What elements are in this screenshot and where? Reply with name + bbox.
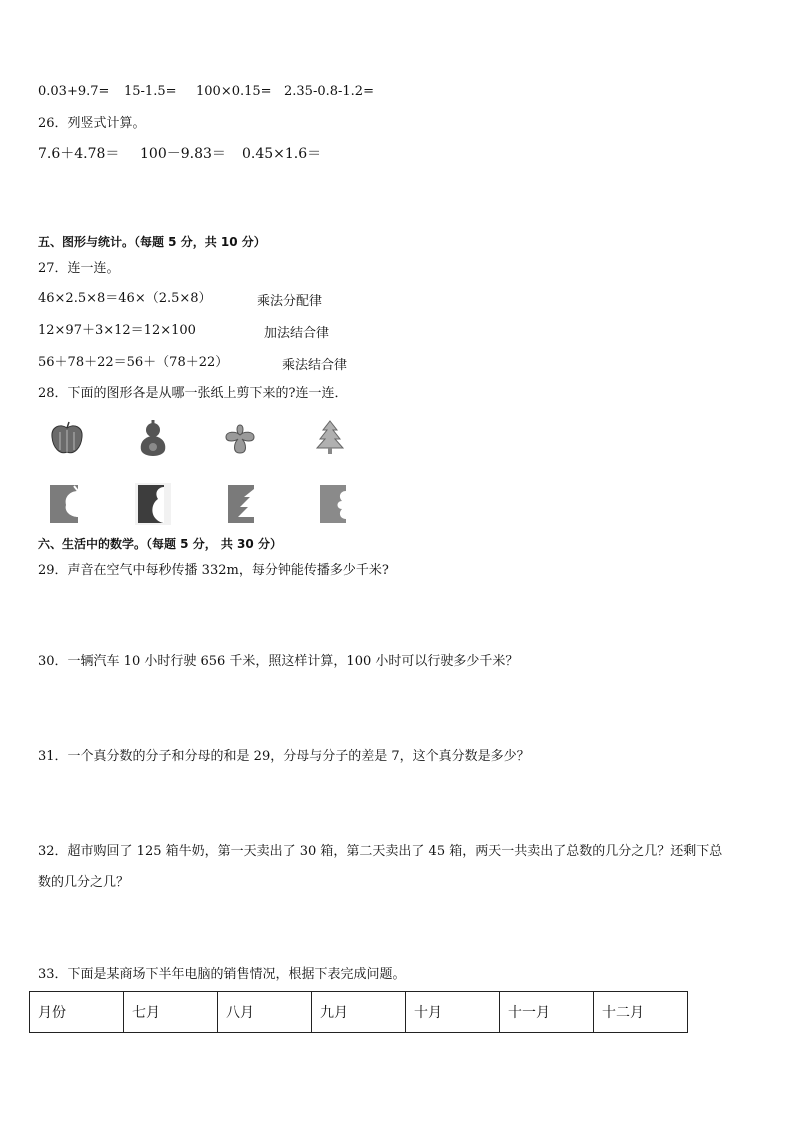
section-6-title: 六、生活中的数学。（每题 5 分， 共 30 分） bbox=[38, 537, 282, 551]
q27-left-2: 12×97＋3×12＝12×100 bbox=[38, 323, 196, 338]
half-tree-paper bbox=[226, 483, 256, 525]
q26-calc-row bbox=[38, 145, 321, 163]
q26-item-3: 0.45×1.6＝ bbox=[242, 146, 322, 162]
q25-item-2: 15-1.5= bbox=[124, 84, 177, 99]
q27-right-2: 加法结合律 bbox=[264, 326, 330, 341]
q30-text: 30．一辆汽车 10 小时行驶 656 千米，照这样计算，100 小时可以行驶多少千米？ bbox=[38, 654, 519, 669]
q27-right-1: 乘法分配律 bbox=[257, 294, 323, 309]
table-cell-july: 七月 bbox=[124, 992, 218, 1033]
q27-right-3: 乘法结合律 bbox=[282, 358, 348, 373]
q27-title: 27．连一连。 bbox=[38, 261, 120, 276]
tree-shape bbox=[313, 418, 347, 458]
sales-table bbox=[29, 991, 688, 1033]
q29-text: 29．声音在空气中每秒传播 332m，每分钟能传播多少千米? bbox=[38, 563, 389, 578]
q25-item-1: 0.03+9.7= bbox=[38, 84, 110, 99]
q31-text: 31．一个真分数的分子和分母的和是 29，分母与分子的差是 7，这个真分数是多少？ bbox=[38, 749, 530, 764]
table-cell-october: 十月 bbox=[406, 992, 500, 1033]
table-cell-november: 十一月 bbox=[500, 992, 594, 1033]
q32-line-2: 数的几分之几？ bbox=[38, 875, 130, 890]
apple-shape bbox=[48, 420, 86, 458]
table-cell-month-label: 月份 bbox=[30, 992, 124, 1033]
flower-shape bbox=[222, 421, 258, 457]
half-flower-paper bbox=[318, 483, 348, 525]
q25-calc-row bbox=[38, 83, 374, 101]
q26-item-1: 7.6＋4.78＝ bbox=[38, 146, 120, 162]
table-row bbox=[30, 992, 688, 1033]
half-gourd-paper bbox=[134, 481, 172, 527]
q26-item-2: 100－9.83＝ bbox=[140, 146, 226, 162]
half-apple-paper bbox=[48, 483, 80, 525]
section-5-title: 五、图形与统计。（每题 5 分，共 10 分） bbox=[38, 235, 266, 249]
q32-line-1: 32．超市购回了 125 箱牛奶，第一天卖出了 30 箱，第二天卖出了 45 箱，两天一共卖出了总数的几分之几？还剩下总 bbox=[38, 844, 723, 859]
q25-item-3: 100×0.15= bbox=[196, 84, 272, 99]
q25-item-4: 2.35-0.8-1.2= bbox=[284, 84, 374, 99]
table-cell-december: 十二月 bbox=[594, 992, 688, 1033]
gourd-shape bbox=[136, 418, 170, 460]
q27-left-1: 46×2.5×8＝46×（2.5×8） bbox=[38, 291, 212, 306]
q33-title: 33．下面是某商场下半年电脑的销售情况，根据下表完成问题。 bbox=[38, 967, 406, 982]
q27-left-3: 56＋78＋22＝56＋（78＋22） bbox=[38, 355, 229, 370]
table-cell-august: 八月 bbox=[218, 992, 312, 1033]
q28-title: 28．下面的图形各是从哪一张纸上剪下来的?连一连． bbox=[38, 386, 348, 401]
table-cell-september: 九月 bbox=[312, 992, 406, 1033]
q26-title: 26．列竖式计算。 bbox=[38, 116, 146, 131]
